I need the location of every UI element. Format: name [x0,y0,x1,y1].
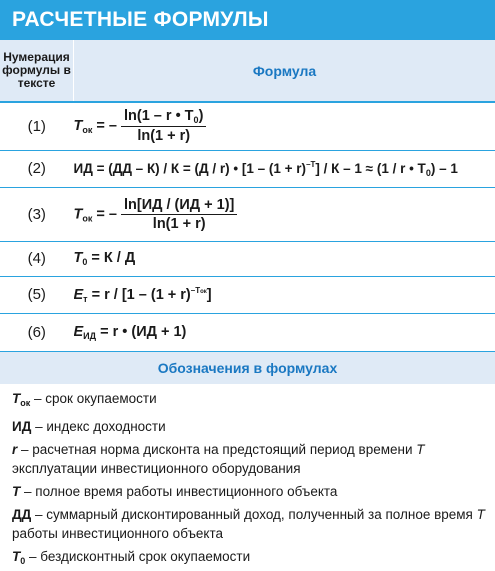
table-header-row [0,40,495,102]
legend-item: T – полное время работы инвестиционного объекта [12,482,485,501]
formula-number: (5) [0,276,74,313]
formula-6: $E_{ИД} = r$ • (ИД + 1) [74,313,495,351]
formula-1: $T_{ок}$ = – $\frac{\ln(1 - r • T_0)}{\ln(1 + r)}$ [74,102,495,150]
formula-number: (2) [0,150,74,187]
formula-2: ИД = (ДД – К) / К = (Д / r) • $[1 - (1 + r)^{-T}] / К - 1 \approx (1 / r$ • $T_0) - 1$ [74,150,495,187]
legend-item: ДД – суммарный дисконтированный доход, полученный за полное время T работы инвестиционного объекта [12,505,485,543]
legend-item: $T_{ок}$ – срок окупаемости [12,389,485,413]
formula-number: (4) [0,241,74,276]
fraction: $\frac{\ln(1 - r • T_0)}{\ln(1 + r)}$ [121,108,206,144]
formula-number: (3) [0,187,74,241]
table-row [0,187,495,241]
fraction: $\frac{\ln[ИД / (ИД + 1)]}{\ln(1 + r)}$ [121,197,237,232]
formula-4: $T_0 = К / Д$ [74,241,495,276]
table-row [0,150,495,187]
formula-number: (1) [0,102,74,150]
formula-table [0,40,495,352]
table-row [0,276,495,313]
table-row [0,313,495,351]
formula-3: $T_{ок}$ = – $\frac{\ln[ИД / (ИД + 1)]}{\ln(1 + r)}$ [74,187,495,241]
legend [0,384,495,571]
table-row [0,241,495,276]
page-title: РАСЧЕТНЫЕ ФОРМУЛЫ [0,0,495,40]
formula-5: $E_т = r / [1 - (1 + r)^{-Tок}]$ [74,276,495,313]
formula-number: (6) [0,313,74,351]
legend-item: ИД – индекс доходности [12,417,485,436]
legend-item: r – расчетная норма дисконта на предстоящий период времени T эксплуатации инвестиционного оборудования [12,440,485,478]
column-header-formula: Формула [74,40,495,102]
table-row [0,102,495,150]
column-header-number: Нумерация формулы в тексте [0,40,74,102]
legend-item: $T_0$ – бездисконтный срок окупаемости [12,547,485,571]
legend-title: Обозначения в формулах [0,352,495,384]
